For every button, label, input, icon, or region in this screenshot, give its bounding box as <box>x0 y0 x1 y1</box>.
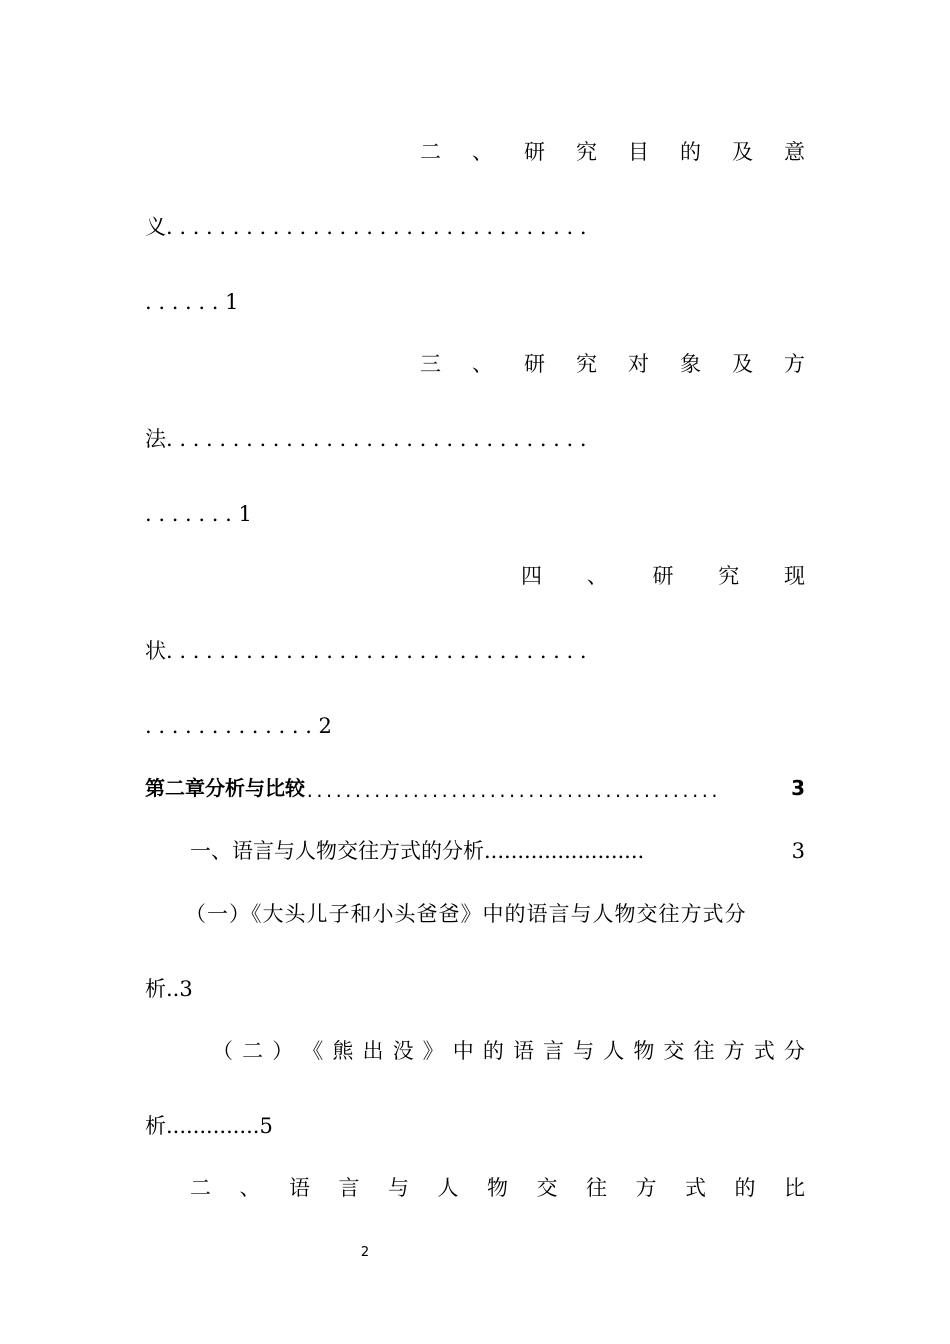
chapter-page: 3 <box>791 776 805 800</box>
heading-char: 物 <box>633 1039 655 1063</box>
heading-char: 人 <box>437 1176 459 1200</box>
heading-char: 式 <box>685 1176 706 1200</box>
heading-char: 比 <box>784 1176 805 1200</box>
toc-heading-status <box>521 561 805 591</box>
heading-char: 究 <box>718 564 740 588</box>
toc-page-method: . . . . . . . 1 <box>145 502 252 526</box>
heading-char: 方 <box>635 1176 657 1200</box>
heading-char: 、 <box>586 564 608 588</box>
heading-char: 二 <box>420 140 441 164</box>
toc-leader-purpose: 义. . . . . . . . . . . . . . . . . . . . . . . . . . . . . . . . <box>145 215 587 239</box>
heading-char: 究 <box>576 140 597 164</box>
toc-page-status: . . . . . . . . . . . . . 2 <box>145 714 332 738</box>
toc-chapter-2 <box>145 773 805 807</box>
heading-char: 及 <box>732 352 753 376</box>
chapter-leader: ........................................... <box>305 782 720 801</box>
heading-char: 人 <box>603 1039 625 1063</box>
heading-char: 与 <box>573 1039 595 1063</box>
section1-title: 一、语言与人物交往方式的分析 <box>190 839 484 863</box>
heading-char: 言 <box>338 1176 360 1200</box>
heading-char: 四 <box>521 564 542 588</box>
heading-char: 语 <box>289 1176 310 1200</box>
heading-char: 往 <box>586 1176 607 1200</box>
toc-section-1 <box>190 836 805 866</box>
heading-char: 的 <box>734 1176 756 1200</box>
heading-char: ） <box>272 1039 294 1063</box>
toc-section-2 <box>190 1173 805 1203</box>
heading-char: 中 <box>452 1039 474 1063</box>
heading-char: 的 <box>482 1039 504 1063</box>
heading-char: 研 <box>524 140 545 164</box>
heading-char: 现 <box>784 564 805 588</box>
chapter-title: 第二章分析与比较 <box>145 776 305 800</box>
heading-char: 言 <box>543 1039 565 1063</box>
toc-leader-method: 法. . . . . . . . . . . . . . . . . . . . . . . . . . . . . . . . <box>145 427 587 451</box>
heading-char: （ <box>212 1039 233 1063</box>
heading-char: 语 <box>512 1039 534 1063</box>
heading-char: 往 <box>693 1039 715 1063</box>
toc-sub-2-line1 <box>212 1036 805 1066</box>
toc-leader-status: 状. . . . . . . . . . . . . . . . . . . . . . . . . . . . . . . . <box>145 639 587 663</box>
heading-char: 二 <box>190 1176 211 1200</box>
heading-char: 研 <box>524 352 545 376</box>
heading-char: 没 <box>392 1039 414 1063</box>
section1-leader: ........................ <box>484 839 645 863</box>
toc-heading-method <box>420 349 805 379</box>
heading-char: 《 <box>302 1039 324 1063</box>
heading-char: 交 <box>536 1176 558 1200</box>
heading-char: 、 <box>239 1176 261 1200</box>
heading-char: 方 <box>784 352 805 376</box>
page-number: 2 <box>360 1245 370 1260</box>
heading-char: 及 <box>732 140 753 164</box>
heading-char: 意 <box>784 140 805 164</box>
toc-sub-2-line2: 析..............5 <box>145 1114 273 1138</box>
heading-char: 》 <box>422 1039 444 1063</box>
heading-char: 、 <box>472 140 493 164</box>
heading-char: 二 <box>242 1039 264 1063</box>
heading-char: 、 <box>472 352 493 376</box>
toc-sub-1-line2: 析..3 <box>145 977 193 1001</box>
heading-char: 目 <box>628 140 649 164</box>
toc-page-purpose: . . . . . . 1 <box>145 290 239 314</box>
heading-char: 出 <box>362 1039 384 1063</box>
heading-char: 与 <box>388 1176 409 1200</box>
heading-char: 的 <box>680 140 701 164</box>
heading-char: 式 <box>753 1039 775 1063</box>
heading-char: 三 <box>420 352 441 376</box>
heading-char: 究 <box>576 352 597 376</box>
heading-char: 物 <box>487 1176 508 1200</box>
heading-char: 熊 <box>332 1039 354 1063</box>
toc-heading-purpose <box>420 137 805 167</box>
heading-char: 方 <box>723 1039 745 1063</box>
heading-char: 分 <box>783 1039 805 1063</box>
heading-char: 对 <box>628 352 649 376</box>
section1-page: 3 <box>791 839 805 863</box>
heading-char: 交 <box>663 1039 685 1063</box>
toc-sub-1-line1: （一）《大头儿子和小头爸爸》中的语言与人物交往方式分 <box>185 902 747 926</box>
heading-char: 研 <box>652 564 674 588</box>
heading-char: 象 <box>680 352 701 376</box>
